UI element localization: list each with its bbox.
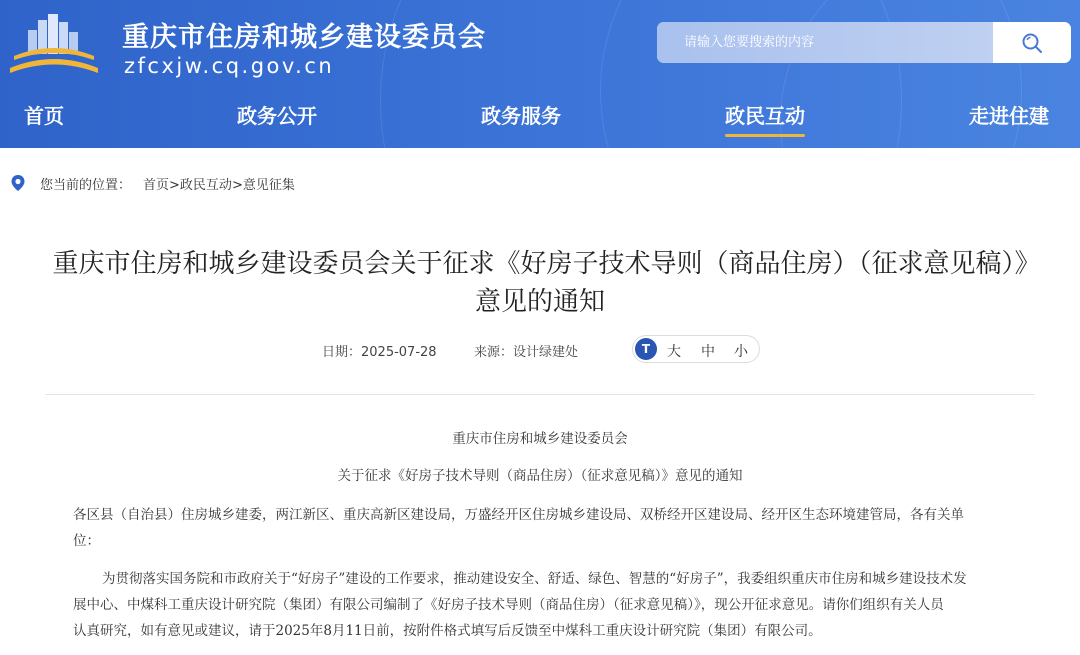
addressee-line: 各区县（自治县）住房城乡建委，两江新区、重庆高新区建设局，万盛经开区住房城乡建设局、双桥经开区建设局、经开区生态环境建管局，各有关单 [73, 507, 964, 523]
breadcrumb-separator: > [169, 178, 180, 193]
article-issuer: 重庆市住房和城乡建设委员会 [452, 431, 628, 447]
divider [45, 394, 1035, 395]
nav-item-about[interactable]: 走进住建 [969, 104, 1049, 128]
nav-item-home[interactable]: 首页 [24, 104, 64, 128]
breadcrumb-item-current[interactable]: 意见征集 [242, 178, 295, 193]
search-input[interactable] [657, 22, 993, 63]
date-label: 日期： [322, 345, 362, 360]
article-subtitle: 关于征求《好房子技术导则（商品住房）（征求意见稿）》意见的通知 [337, 468, 743, 484]
breadcrumb-item-interaction[interactable]: 政民互动 [179, 178, 232, 193]
breadcrumb-item-home[interactable]: 首页 [143, 178, 170, 193]
breadcrumb-label: 您当前的位置： [40, 178, 132, 193]
search-box [657, 22, 1071, 63]
building-logo-icon[interactable] [8, 10, 100, 82]
paragraph-line: 展中心、中煤科工重庆设计研究院（集团）有限公司编制了《好房子技术导则（商品住房）（征求意见稿）》，现公开征求意见。请你们组织有关人员 [73, 597, 944, 613]
font-size-medium-button[interactable]: 中 [701, 344, 715, 360]
article-date [322, 341, 437, 360]
nav-item-label: 政民互动 [725, 104, 805, 128]
breadcrumb-path [143, 174, 295, 193]
source-value: 设计绿建处 [513, 345, 579, 360]
paragraph-line: 认真研究，如有意见或建议，请于2025年8月11日前，按附件格式填写后反馈至中煤科工重庆设计研究院（集团）有限公司。 [73, 623, 822, 639]
font-size-small-button[interactable]: 小 [734, 344, 748, 360]
breadcrumb-separator: > [231, 178, 243, 193]
location-pin-icon [10, 174, 26, 192]
article-title: 重庆市住房和城乡建设委员会关于征求《好房子技术导则（商品住房）（征求意见稿）》意见的通知 [52, 249, 1028, 317]
nav-item-government-affairs[interactable]: 政务公开 [237, 104, 317, 128]
font-size-icon: T [635, 338, 657, 360]
article-source [474, 341, 578, 360]
search-button[interactable] [993, 22, 1071, 63]
site-domain: zfcxjw.cq.gov.cn [124, 54, 335, 78]
nav-active-underline [725, 134, 805, 137]
addressee-line: 位： [73, 533, 100, 549]
font-size-control [632, 335, 760, 363]
source-label: 来源： [474, 345, 514, 360]
nav-item-public-interaction[interactable] [725, 100, 805, 129]
paragraph-line: 为贯彻落实国务院和市政府关于“好房子”建设的工作要求，推动建设安全、舒适、绿色、智慧的“好房子”，我委组织重庆市住房和城乡建设技术发 [102, 571, 967, 587]
nav-item-government-services[interactable]: 政务服务 [481, 104, 561, 128]
main-nav [0, 100, 1080, 132]
site-title[interactable]: 重庆市住房和城乡建设委员会 [122, 22, 486, 53]
font-size-large-button[interactable]: 大 [667, 344, 681, 360]
date-value: 2025-07-28 [361, 345, 437, 360]
site-header [0, 0, 1080, 148]
search-icon [1020, 31, 1044, 55]
